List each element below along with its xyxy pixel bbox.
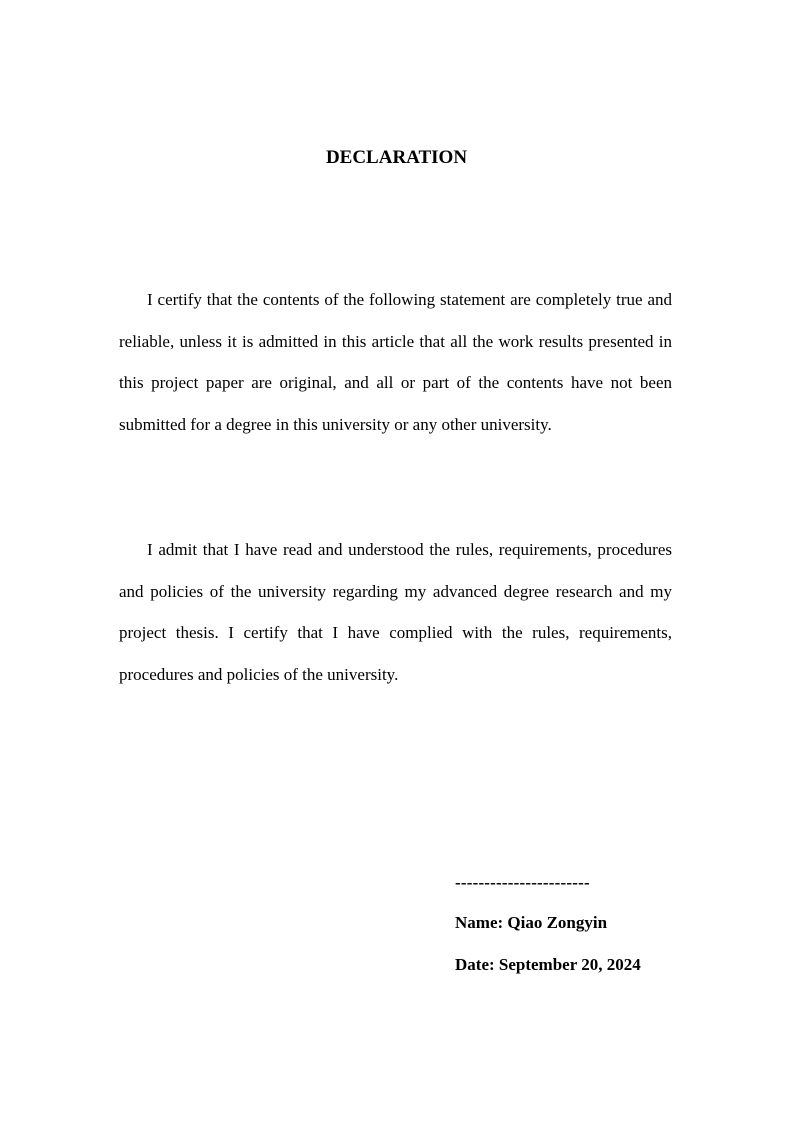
signature-line: ----------------------- <box>455 873 590 892</box>
declaration-paragraph-1: I certify that the contents of the following statement are completely true and reliable, unless it is admitted in this article that all the work results presented in this project paper are original, and all or part of the contents have not been submitted for a degree in this university or any other university. <box>119 290 672 434</box>
signature-date: Date: September 20, 2024 <box>455 955 641 974</box>
signer-name: Name: Qiao Zongyin <box>455 913 608 932</box>
signature-block <box>455 871 715 977</box>
page-title: DECLARATION <box>325 147 468 168</box>
declaration-paragraph-2: I admit that I have read and understood the rules, requirements, procedures and policies of the university regarding my advanced degree research and my project thesis. I certify that I have complied with the rules, requirements, procedures and policies of the university. <box>119 540 672 684</box>
